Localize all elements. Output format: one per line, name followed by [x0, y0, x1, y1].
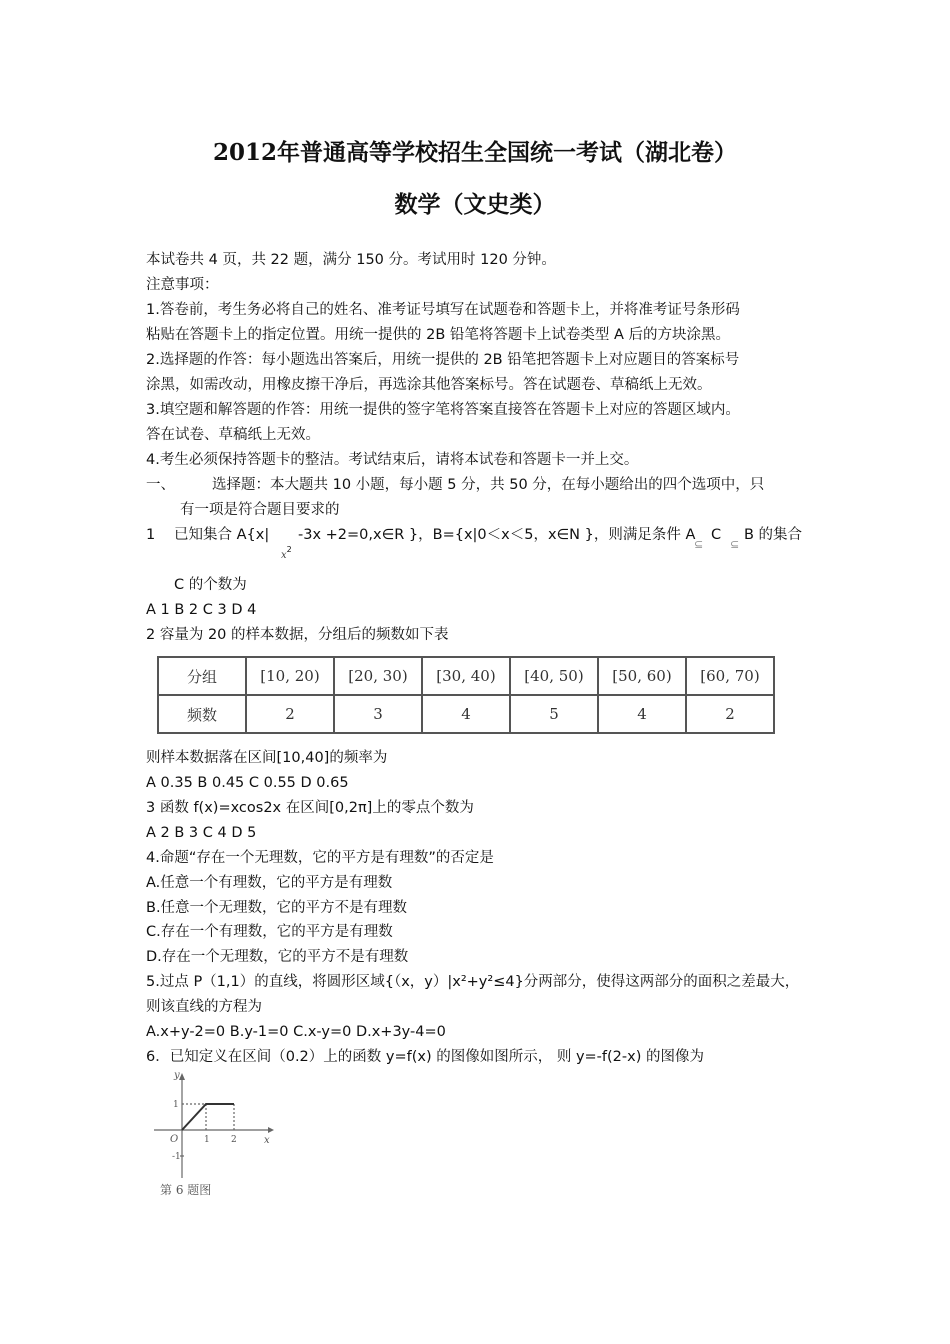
q1-stem-line2: C 的个数为 [174, 577, 247, 593]
table-cell: 频数 [158, 695, 246, 733]
table-cell: 分组 [158, 657, 246, 695]
table-cell: [30, 40) [422, 657, 510, 695]
table-cell: 3 [334, 695, 422, 733]
q4-option-d: D.存在一个无理数，它的平方不是有理数 [146, 949, 409, 965]
function-graph-figure [150, 1068, 280, 1200]
table-cell: 2 [686, 695, 774, 733]
q1-number: 1 [146, 527, 156, 543]
table-cell: [60, 70) [686, 657, 774, 695]
q4-stem: 4.命题“存在一个无理数，它的平方是有理数”的否定是 [146, 850, 494, 866]
section-1-text-a: 选择题：本大题共 10 小题，每小题 5 分，共 50 分，在每小题给出的四个选项中，只 [212, 477, 765, 493]
q4-option-c: C.存在一个有理数，它的平方是有理数 [146, 924, 393, 940]
y-axis-arrow-icon [179, 1073, 185, 1080]
intro-summary: 本试卷共 4 页，共 22 题，满分 150 分。考试用时 120 分钟。 [146, 252, 556, 268]
notice-1a: 1.答卷前，考生务必将自己的姓名、准考证号填写在试题卷和答题卡上，并将准考证号条形码 [146, 302, 740, 318]
q1-set-c: C [711, 527, 722, 543]
notice-3a: 3.填空题和解答题的作答：用统一提供的签字笔将答案直接答在答题卡上对应的答题区域内。 [146, 402, 740, 418]
notice-1b: 粘贴在答题卡上的指定位置。用统一提供的 2B 铅笔将答题卡上试卷类型 A 后的方块涂黑。 [146, 327, 731, 343]
q1-exponent: 2 [286, 545, 292, 554]
q2-after: 则样本数据落在区间[10,40]的频率为 [146, 750, 388, 766]
table-cell: [20, 30) [334, 657, 422, 695]
function-curve [182, 1104, 234, 1130]
y-axis-label: y [174, 1070, 180, 1081]
q1-x-label: x [281, 549, 287, 561]
notice-title: 注意事项： [146, 277, 219, 293]
section-1-text-b: 有一项是符合题目要求的 [180, 502, 340, 518]
tick-label-x1: 1 [204, 1135, 210, 1145]
q5-options: A.x+y-2=0 B.y-1=0 C.x-y=0 D.x+3y-4=0 [146, 1024, 446, 1040]
subset-symbol-1: ⊆ [694, 538, 704, 551]
q3-options: A 2 B 3 C 4 D 5 [146, 825, 257, 841]
q5-stem-b: 则该直线的方程为 [146, 999, 262, 1015]
notice-2b: 涂黑，如需改动，用橡皮擦干净后，再选涂其他答案标号。答在试题卷、草稿纸上无效。 [146, 377, 712, 393]
q2-options: A 0.35 B 0.45 C 0.55 D 0.65 [146, 775, 349, 791]
exam-title: 2012年普通高等学校招生全国统一考试（湖北卷） [212, 139, 737, 166]
q1-variable [281, 540, 292, 566]
subset-symbol-2: ⊆ [730, 538, 740, 551]
tick-label-y1: 1 [173, 1100, 179, 1110]
q1-stem-b: -3x +2=0,x∈R }，B={x|0＜x＜5，x∈N }，则满足条件 A [298, 527, 696, 543]
table-cell: 4 [598, 695, 686, 733]
notice-2a: 2.选择题的作答：每小题选出答案后，用统一提供的 2B 铅笔把答题卡上对应题目的答案标号 [146, 352, 740, 368]
q2-stem: 2 容量为 20 的样本数据，分组后的频数如下表 [146, 627, 449, 643]
x-axis-label: x [264, 1135, 270, 1146]
q1-options: A 1 B 2 C 3 D 4 [146, 602, 257, 618]
q4-option-a: A.任意一个有理数，它的平方是有理数 [146, 875, 393, 891]
table-cell: 4 [422, 695, 510, 733]
table-cell: 2 [246, 695, 334, 733]
table-cell: [10, 20) [246, 657, 334, 695]
q4-option-b: B.任意一个无理数，它的平方不是有理数 [146, 900, 408, 916]
q5-stem-a: 5.过点 P（1,1）的直线，将圆形区域{（x，y）|x²+y²≤4}分两部分，使得这两部分的面积之差最大， [146, 974, 800, 990]
q1-stem-a: 已知集合 A{x| [174, 527, 270, 543]
table-cell: 5 [510, 695, 598, 733]
q3-stem: 3 函数 f(x)=xcos2x 在区间[0,2π]上的零点个数为 [146, 800, 474, 816]
table-cell: [40, 50) [510, 657, 598, 695]
section-1-number: 一、 [146, 477, 175, 493]
notice-4: 4.考生必须保持答题卡的整洁。考试结束后，请将本试卷和答题卡一并上交。 [146, 452, 639, 468]
q6-stem: 6．已知定义在区间（0.2）上的函数 y=f(x) 的图像如图所示， 则 y=-f(2-x) 的图像为 [146, 1049, 704, 1065]
exam-subtitle: 数学（文史类） [394, 191, 556, 218]
tick-label-x2: 2 [231, 1135, 237, 1145]
table-cell: [50, 60) [598, 657, 686, 695]
figure-caption: 第 6 题图 [160, 1183, 212, 1197]
table-row-frequencies [158, 695, 774, 733]
frequency-table [157, 656, 775, 734]
tick-label-y-neg1: -1 [172, 1152, 181, 1162]
origin-label: O [170, 1134, 179, 1145]
q1-stem-c: B 的集合 [744, 527, 803, 543]
notice-3b: 答在试卷、草稿纸上无效。 [146, 427, 320, 443]
table-row-groups [158, 657, 774, 695]
x-axis-arrow-icon [268, 1127, 274, 1133]
